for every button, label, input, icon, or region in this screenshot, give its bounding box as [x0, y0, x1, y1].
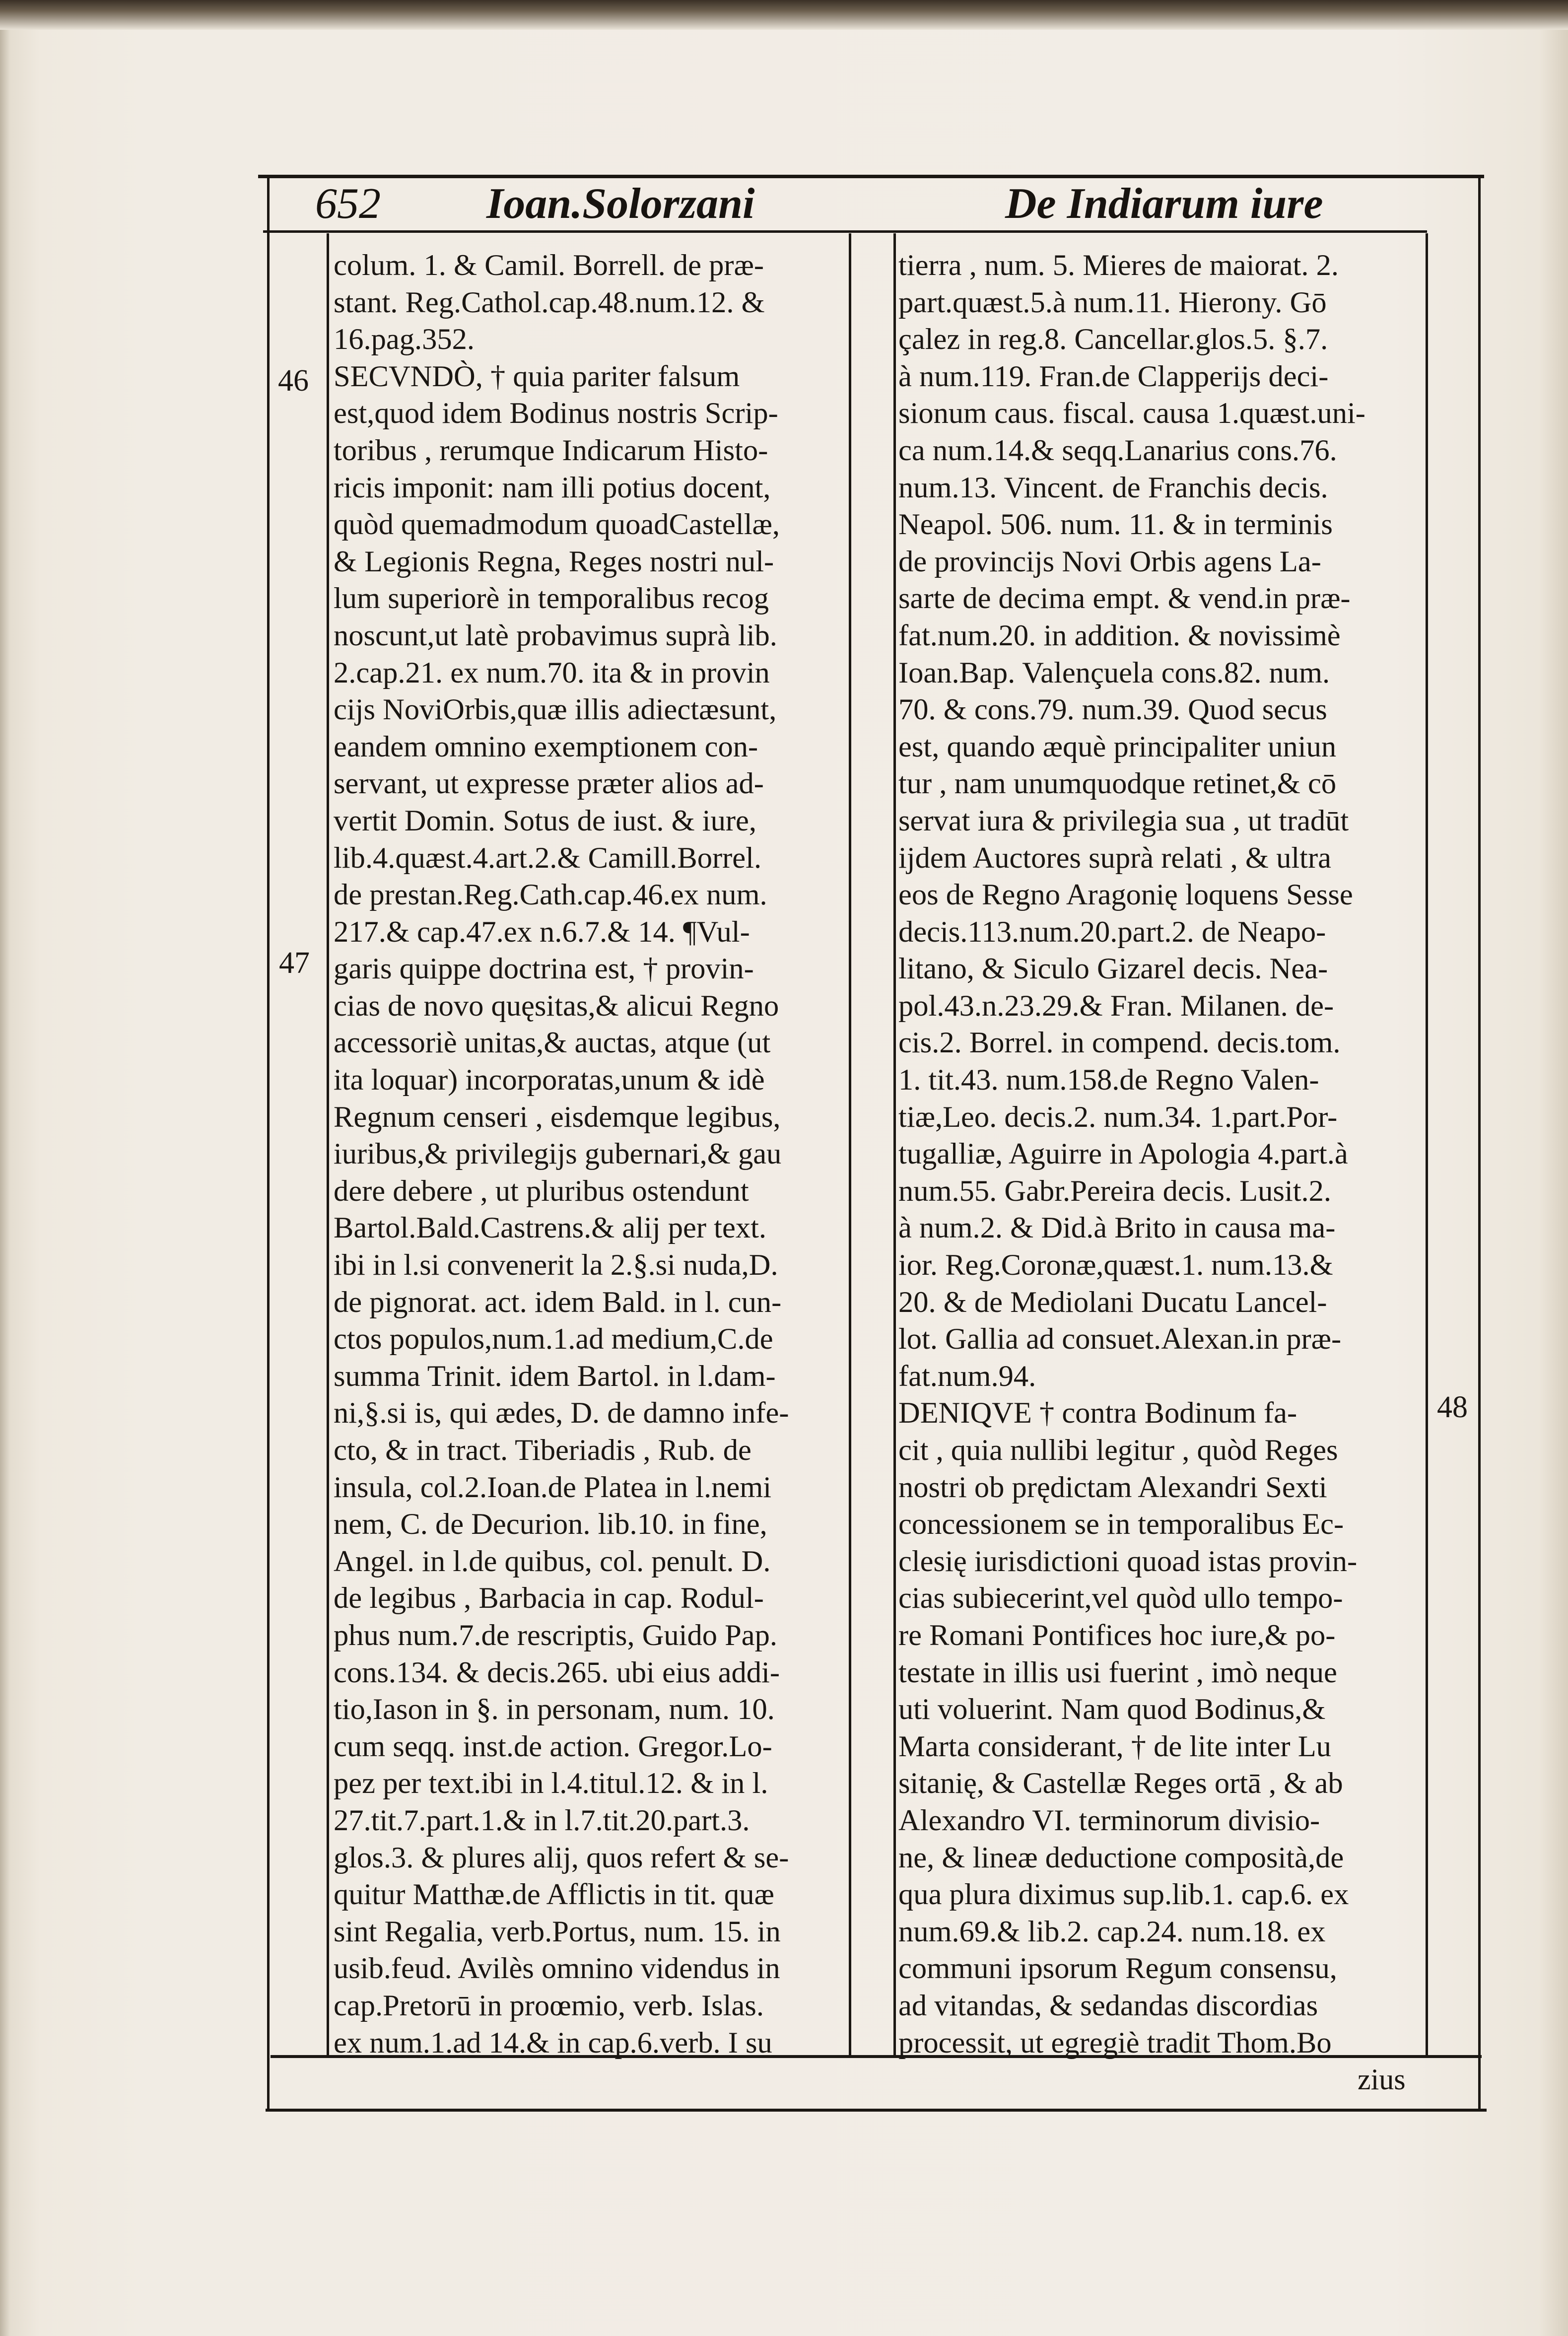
- text-line: garis quippe doctrina est, † provin-: [334, 952, 754, 986]
- text-line: ita loquar) incorporatas,unum & idè: [334, 1063, 765, 1097]
- text-line: quitur Matthæ.de Afflictis in tit. quæ: [334, 1878, 774, 1912]
- text-line: part.quæst.5.à num.11. Hierony. Gō: [898, 285, 1327, 319]
- text-line: cijs NoviOrbis,quæ illis adiectæsunt,: [334, 693, 777, 727]
- text-line: Regnum censeri , eisdemque legibus,: [334, 1100, 781, 1134]
- text-line: est,quod idem Bodinus nostris Scrip-: [334, 397, 778, 430]
- text-line: num.55. Gabr.Pereira decis. Lusit.2.: [898, 1174, 1332, 1208]
- text-line: sint Regalia, verb.Portus, num. 15. in: [334, 1915, 781, 1948]
- right-border-rule: [1478, 176, 1481, 2110]
- text-line: fat.num.20. in addition. & novissimè: [898, 618, 1341, 652]
- text-line: est, quando æquè principaliter uniun: [898, 730, 1337, 763]
- text-line: cias subiecerint,vel quòd ullo tempo-: [898, 1581, 1343, 1615]
- text-line: iuribus,& privilegijs gubernari,& gau: [334, 1137, 782, 1171]
- text-line: processit, ut egregiè tradit Thom.Bo: [898, 2026, 1332, 2060]
- text-line: tur , nam unumquodque retinet,& cō: [898, 767, 1337, 801]
- text-line: lib.4.quæst.4.art.2.& Camill.Borrel.: [334, 841, 762, 875]
- text-line: ibi in l.si convenerit la 2.§.si nuda,D.: [334, 1248, 778, 1282]
- text-line: ad vitandas, & sedandas discordias: [898, 1989, 1318, 2022]
- text-line: à num.2. & Did.à Brito in causa ma-: [898, 1211, 1336, 1245]
- text-line: stant. Reg.Cathol.cap.48.num.12. &: [334, 285, 765, 319]
- text-line: ijdem Auctores suprà relati , & ultra: [898, 841, 1331, 875]
- text-line: de legibus , Barbacia in cap. Rodul-: [334, 1581, 764, 1615]
- text-line: summa Trinit. idem Bartol. in l.dam-: [334, 1359, 776, 1393]
- text-line: cto, & in tract. Tiberiadis , Rub. de: [334, 1434, 751, 1467]
- text-line: Marta considerant, † de lite inter Lu: [898, 1729, 1331, 1763]
- text-line: usib.feud. Avilès omnino videndus in: [334, 1952, 780, 1986]
- text-line: tiæ,Leo. decis.2. num.34. 1.part.Por-: [898, 1100, 1338, 1134]
- catchword: zius: [1358, 2063, 1406, 2096]
- text-line: 70. & cons.79. num.39. Quod secus: [898, 693, 1327, 727]
- text-line: clesię iurisdictioni quoad istas provin-: [898, 1544, 1358, 1578]
- text-line: sionum caus. fiscal. causa 1.quæst.uni-: [898, 397, 1365, 430]
- text-line: eandem omnino exemptionem con-: [334, 730, 758, 763]
- text-line: vertit Domin. Sotus de iust. & iure,: [334, 804, 756, 837]
- top-rule: [258, 175, 1484, 178]
- bottom-rule-lower: [266, 2109, 1487, 2112]
- text-line: pez per text.ibi in l.4.titul.12. & in l.: [334, 1767, 768, 1800]
- text-line: 1. tit.43. num.158.de Regno Valen-: [898, 1063, 1319, 1097]
- page-number: 652: [315, 180, 381, 228]
- header-rule: [263, 230, 1427, 233]
- text-line: glos.3. & plures alij, quos refert & se-: [334, 1841, 789, 1874]
- text-line: eos de Regno Aragonię loquens Sesse: [898, 878, 1353, 912]
- running-author: Ioan.Solorzani: [486, 180, 755, 228]
- margin-number-47: 47: [279, 946, 310, 980]
- text-line: cis.2. Borrel. in compend. decis.tom.: [898, 1026, 1341, 1060]
- text-line: servat iura & privilegia sua , ut tradūt: [898, 804, 1349, 837]
- text-line: colum. 1. & Camil. Borrell. de præ-: [334, 249, 764, 282]
- text-line: cias de novo quęsitas,& alicui Regno: [334, 989, 779, 1023]
- inner-left-rule: [327, 233, 329, 2055]
- text-line: nem, C. de Decurion. lib.10. in fine,: [334, 1508, 767, 1541]
- text-line: quòd quemadmodum quoadCastellæ,: [334, 508, 780, 542]
- text-line: sitanię, & Castellæ Reges ortā , & ab: [898, 1767, 1343, 1800]
- text-line: lum superiorè in temporalibus recog: [334, 582, 769, 616]
- inner-right-rule: [1426, 233, 1428, 2055]
- page-edge-shadow: [0, 0, 1568, 30]
- text-line: litano, & Siculo Gizarel decis. Nea-: [898, 952, 1328, 986]
- text-line: SECVNDÒ, † quia pariter falsum: [334, 359, 740, 393]
- text-line: sarte de decima empt. & vend.in præ-: [898, 582, 1351, 616]
- text-line: ricis imponit: nam illi potius docent,: [334, 471, 771, 504]
- text-line: de pignorat. act. idem Bald. in l. cun-: [334, 1285, 782, 1319]
- text-line: ex num.1.ad 14.& in cap.6.verb. I su: [334, 2026, 772, 2060]
- text-line: accessoriè unitas,& auctas, atque (ut: [334, 1026, 771, 1060]
- text-line: 16.pag.352.: [334, 323, 475, 356]
- text-line: Bartol.Bald.Castrens.& alij per text.: [334, 1211, 767, 1245]
- text-line: 2.cap.21. ex num.70. ita & in provin: [334, 656, 770, 689]
- text-line: cap.Pretorū in proœmio, verb. Islas.: [334, 1989, 764, 2022]
- text-line: num.69.& lib.2. cap.24. num.18. ex: [898, 1915, 1326, 1948]
- text-line: & Legionis Regna, Reges nostri nul-: [334, 545, 774, 578]
- text-line: phus num.7.de rescriptis, Guido Pap.: [334, 1618, 777, 1652]
- text-line: re Romani Pontifices hoc iure,& po-: [898, 1618, 1336, 1652]
- text-line: ctos populos,num.1.ad medium,C.de: [334, 1322, 773, 1356]
- text-line: lot. Gallia ad consuet.Alexan.in præ-: [898, 1322, 1342, 1356]
- text-line: communi ipsorum Regum consensu,: [898, 1952, 1337, 1986]
- right-text-column: [898, 247, 1420, 2061]
- text-line: de provincijs Novi Orbis agens La-: [898, 545, 1321, 578]
- text-line: ca num.14.& seqq.Lanarius cons.76.: [898, 433, 1337, 467]
- text-line: cit , quia nullibi legitur , quòd Reges: [898, 1434, 1338, 1467]
- text-line: à num.119. Fran.de Clapperijs deci-: [898, 359, 1329, 393]
- text-line: tio,Iason in §. in personam, num. 10.: [334, 1693, 775, 1726]
- text-line: de prestan.Reg.Cath.cap.46.ex num.: [334, 878, 767, 912]
- text-line: servant, ut expresse præter alios ad-: [334, 767, 764, 801]
- text-line: dere debere , ut pluribus ostendunt: [334, 1174, 749, 1208]
- text-line: 20. & de Mediolani Ducatu Lancel-: [898, 1285, 1327, 1319]
- text-line: DENIQVE † contra Bodinum fa-: [898, 1396, 1297, 1430]
- text-line: 27.tit.7.part.1.& in l.7.tit.20.part.3.: [334, 1803, 750, 1837]
- text-line: testate in illis usi fuerint , imò neque: [898, 1655, 1337, 1689]
- text-line: Neapol. 506. num. 11. & in terminis: [898, 508, 1333, 542]
- text-line: noscunt,ut latè probavimus suprà lib.: [334, 618, 777, 652]
- text-line: fat.num.94.: [898, 1359, 1036, 1393]
- text-line: tugalliæ, Aguirre in Apologia 4.part.à: [898, 1137, 1348, 1171]
- center-right-rule: [893, 233, 896, 2055]
- text-line: concessionem se in temporalibus Ec-: [898, 1508, 1344, 1541]
- text-line: cum seqq. inst.de action. Gregor.Lo-: [334, 1729, 772, 1763]
- text-line: pol.43.n.23.29.& Fran. Milanen. de-: [898, 989, 1334, 1023]
- text-line: num.13. Vincent. de Franchis decis.: [898, 471, 1328, 504]
- text-line: uti voluerint. Nam quod Bodinus,&: [898, 1693, 1326, 1726]
- left-border-rule: [267, 176, 270, 2110]
- margin-number-46: 46: [278, 364, 309, 398]
- text-line: Alexandro VI. terminorum divisio-: [898, 1803, 1320, 1837]
- text-line: ior. Reg.Coronæ,quæst.1. num.13.&: [898, 1248, 1333, 1282]
- text-line: çalez in reg.8. Cancellar.glos.5. §.7.: [898, 323, 1328, 356]
- text-line: 217.& cap.47.ex n.6.7.& 14. ¶Vul-: [334, 915, 750, 949]
- margin-number-48: 48: [1437, 1390, 1468, 1424]
- text-line: insula, col.2.Ioan.de Platea in l.nemi: [334, 1470, 772, 1504]
- text-line: qua plura diximus sup.lib.1. cap.6. ex: [898, 1878, 1349, 1912]
- text-line: tierra , num. 5. Mieres de maiorat. 2.: [898, 249, 1339, 282]
- text-line: ni,§.si is, qui ædes, D. de damno infe-: [334, 1396, 789, 1430]
- text-line: nostri ob prędictam Alexandri Sexti: [898, 1470, 1327, 1504]
- text-line: Ioan.Bap. Valençuela cons.82. num.: [898, 656, 1330, 689]
- running-title: De Indiarum iure: [1005, 180, 1323, 228]
- left-text-column: [334, 247, 852, 2061]
- text-line: ne, & lineæ deductione composità,de: [898, 1841, 1344, 1874]
- text-line: Angel. in l.de quibus, col. penult. D.: [334, 1544, 771, 1578]
- text-line: toribus , rerumque Indicarum Histo-: [334, 433, 768, 467]
- text-line: decis.113.num.20.part.2. de Neapo-: [898, 915, 1326, 949]
- text-line: cons.134. & decis.265. ubi eius addi-: [334, 1655, 780, 1689]
